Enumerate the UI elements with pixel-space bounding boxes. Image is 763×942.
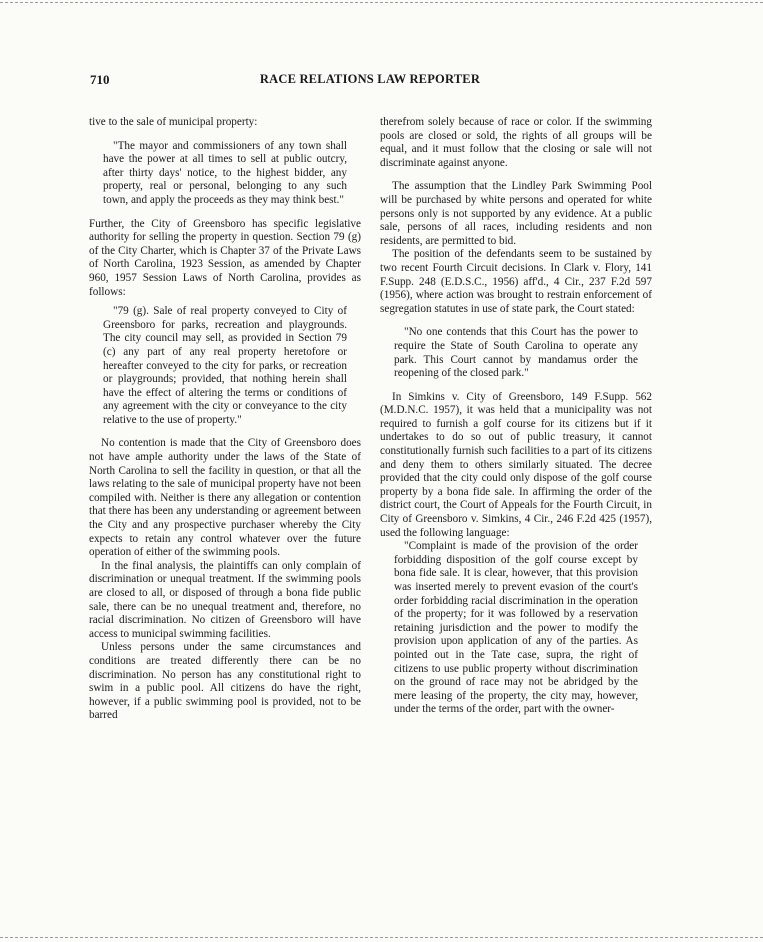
paragraph: Further, the City of Greensboro has specific legislative authority for selling the property in question. Section 79 (g) of the City Charter, which is Chapter 37 of the Private Laws of North Carolina, 1923 Session, as amended by Chapter 960, 1957 Session Laws of North Carolina, provides as follows: xyxy=(89,217,361,298)
block-quote-charter: "79 (g). Sale of real property conveyed to City of Greensboro for parks, recreation and playgrounds. The city council may sell, as provided in Section 79 (c) any part of any real property heretofore or hereafter conveyed to the city for parks, or recreation or playgrounds; provided, that nothing herein shall have the effect of altering the terms or conditions of any agreement with the city or conveyance to the city relative to the use of property." xyxy=(103,305,347,426)
right-column xyxy=(380,116,652,717)
paragraph: Unless persons under the same circumstances and conditions are treated differently there can be no discrimination. No person has any constitutional right to swim in a public pool. All citizens do have the right, however, if a public swimming pool is provided, not to be barred xyxy=(89,641,361,722)
paragraph: No contention is made that the City of Greensboro does not have ample authority under the laws of the State of North Carolina to sell the facility in question, or that all the laws relating to the sale of municipal property have not been compiled with. Neither is there any allegation or contention that there has been any understanding or agreement between the City and any prospective purchaser whereby the City expects to retain any control whatever over the future operation of either of the swimming pools. xyxy=(89,437,361,559)
block-quote-statute: "The mayor and commissioners of any town shall have the power at all times to sell at public outcry, after thirty days' notice, to the highest bidder, any property, real or personal, belonging to any such town, and apply the proceeds as they may think best." xyxy=(103,139,347,206)
block-quote-clark: "No one contends that this Court has the power to require the State of South Carolina to operate any park. This Court cannot by mandamus order the reopening of the closed park." xyxy=(394,326,638,380)
paragraph: The assumption that the Lindley Park Swimming Pool will be purchased by white persons and operated for white persons only is not supported by any evidence. At a public sale, persons of all races, including residents and non residents, are permitted to bid. xyxy=(380,180,652,247)
left-column xyxy=(89,116,361,723)
running-title: RACE RELATIONS LAW REPORTER xyxy=(259,72,481,86)
top-scan-edge xyxy=(0,2,763,3)
page-number: 710 xyxy=(90,72,110,87)
paragraph: In Simkins v. City of Greensboro, 149 F.Supp. 562 (M.D.N.C. 1957), it was held that a municipality was not required to furnish a golf course for its citizens but if it undertakes to do so out of public treasury, it cannot constitutionally furnish such facilities to a part of its citizens and deny them to others similarly situated. The decree provided that the city could only dispose of the golf course property by a bona fide sale. In affirming the order of the district court, the Court of Appeals for the Fourth Circuit, in City of Greensboro v. Simkins, 4 Cir., 246 F.2d 425 (1957), used the following language: xyxy=(380,390,652,539)
paragraph: In the final analysis, the plaintiffs can only complain of discrimination or unequal treatment. If the swimming pools are closed to all, or disposed of through a bona fide public sale, there can be no unequal treatment and, therefore, no racial discrimination. No citizen of Greensboro will have access to municipal swimming facilities. xyxy=(89,559,361,640)
paragraph-continuation: tive to the sale of municipal property: xyxy=(89,116,258,128)
block-quote-simkins: "Complaint is made of the provision of the order forbidding disposition of the golf course except by bona fide sale. It is clear, however, that this provision was inserted merely to prevent evasion of the court's order forbidding racial discrimination in the operation of the property; for it was followed by a reservation retaining jurisdiction and the power to modify the provision upon application of any of the parties. As pointed out in the Tate case, supra, the right of citizens to use public property without discrimination on the ground of race may not be abridged by the mere leasing of the property, the city may, however, under the terms of the order, part with the owner- xyxy=(394,540,638,716)
paragraph: The position of the defendants seem to be sustained by two recent Fourth Circuit decisions. In Clark v. Flory, 141 F.Supp. 248 (E.D.S.C., 1956) aff'd., 4 Cir., 237 F.2d 597 (1956), where action was brought to restrain enforcement of segregation statutes in use of state park, the Court stated: xyxy=(380,248,652,315)
bottom-scan-edge xyxy=(0,937,763,938)
paragraph-continuation: therefrom solely because of race or color. If the swimming pools are closed or sold, the rights of all groups will be equal, and it must follow that the closing or sale will not discriminate against anyone. xyxy=(380,116,652,169)
